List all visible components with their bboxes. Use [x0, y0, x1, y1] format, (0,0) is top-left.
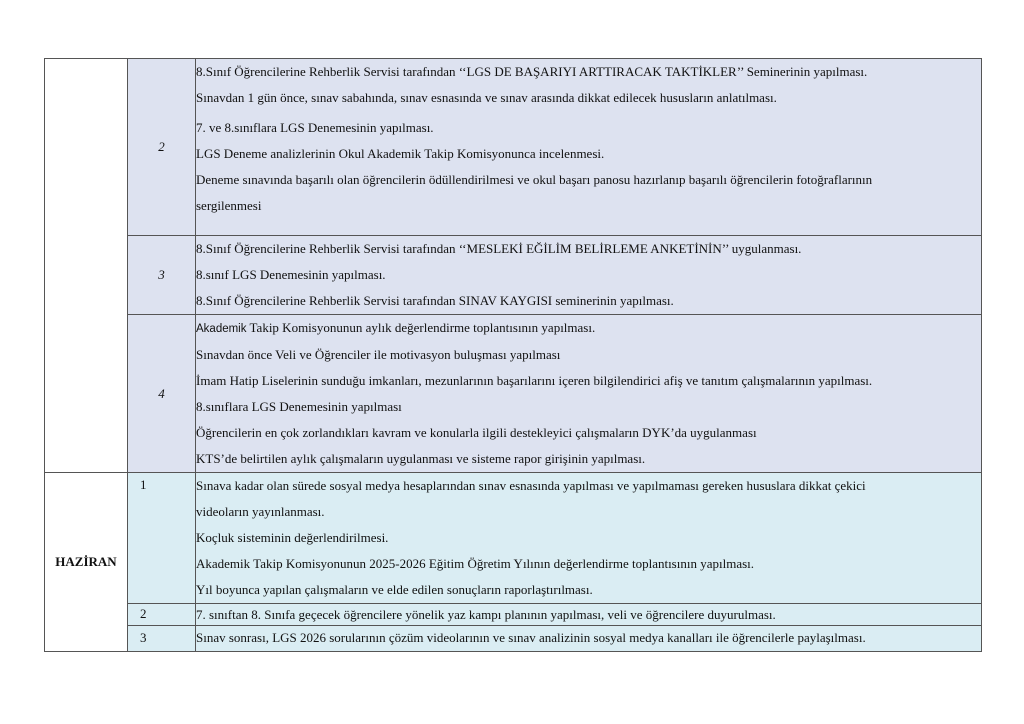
- activity-prefix: Akademik: [196, 323, 247, 335]
- activity-line: Sınavdan önce Veli ve Öğrenciler ile motivasyon buluşması yapılması: [196, 347, 561, 362]
- week-number: 2: [140, 606, 147, 621]
- activity-line: LGS Deneme analizlerinin Okul Akademik Takip Komisyonunca incelenmesi.: [196, 146, 605, 161]
- activity-line: 7. sınıftan 8. Sınıfa geçecek öğrencilere yönelik yaz kampı planının yapılması, veli ve öğrencilere duyurulması.: [196, 607, 776, 622]
- activity-line: Deneme sınavında başarılı olan öğrencilerin ödüllendirilmesi ve okul başarı panosu hazırlanıp başarılı öğrencilerin fotoğraflarının: [196, 172, 873, 187]
- activities-cell: [196, 236, 982, 315]
- week-number: 4: [158, 385, 165, 401]
- activity-line: Sınava kadar olan sürede sosyal medya hesaplarından sınav esnasında yapılması ve yapılmaması gereken hususlara dikkat çekici: [196, 478, 866, 493]
- month-label: HAZİRAN: [55, 554, 117, 569]
- activities-cell: [196, 604, 982, 626]
- week-number-cell: [128, 59, 196, 236]
- month-cell-empty: [45, 59, 128, 473]
- table-row: [45, 59, 982, 236]
- activity-text: Takip Komisyonunun aylık değerlendirme toplantısının yapılması.: [246, 320, 596, 335]
- activity-line: Öğrencilerin en çok zorlandıkları kavram ve konularla ilgili destekleyici çalışmaların DYK’da uygulanması: [196, 425, 757, 440]
- activity-line: videoların yayınlanması.: [196, 504, 325, 519]
- week-number-cell: [128, 236, 196, 315]
- activity-line: Akademik Takip Komisyonunun 2025-2026 Eğitim Öğretim Yılının değerlendirme toplantısının yapılması.: [196, 556, 755, 571]
- activity-line: 8.Sınıf Öğrencilerine Rehberlik Servisi tarafından ‘‘MESLEKİ EĞİLİM BELİRLEME ANKETİNİN’’ uygulanması.: [196, 241, 802, 256]
- week-number: 3: [158, 267, 165, 282]
- week-number: 1: [140, 477, 147, 492]
- activity-line: KTS’de belirtilen aylık çalışmaların uygulanması ve sisteme rapor girişinin yapılması.: [196, 451, 646, 466]
- table-row: [45, 604, 982, 626]
- activities-cell: [196, 626, 982, 652]
- activity-line: 7. ve 8.sınıflara LGS Denemesinin yapılması.: [196, 120, 434, 135]
- week-number-cell: [128, 315, 196, 473]
- week-number: 3: [140, 630, 147, 645]
- activity-line: sergilenmesi: [196, 198, 262, 213]
- table-row: [45, 315, 982, 473]
- activity-line: Yıl boyunca yapılan çalışmaların ve elde edilen sonuçların raporlaştırılması.: [196, 582, 593, 597]
- activity-line: Sınavdan 1 gün önce, sınav sabahında, sınav esnasında ve sınav arasında dikkat edilecek hususların anlatılması.: [196, 90, 777, 105]
- activity-line: Koçluk sisteminin değerlendirilmesi.: [196, 530, 389, 545]
- week-number-cell: [128, 473, 196, 604]
- activity-plan-table: [44, 58, 982, 652]
- activities-cell: [196, 59, 982, 236]
- table-row: [45, 473, 982, 604]
- table-row: [45, 236, 982, 315]
- activity-line: 8.sınıflara LGS Denemesinin yapılması: [196, 399, 402, 414]
- activity-line: 8.Sınıf Öğrencilerine Rehberlik Servisi tarafından ‘‘LGS DE BAŞARIYI ARTTIRACAK TAKTİKLER’’ Seminerinin yapılması.: [196, 64, 868, 79]
- week-number-cell: [128, 626, 196, 652]
- activity-line: İmam Hatip Liselerinin sunduğu imkanları, mezunlarının başarılarını içeren bilgilendirici afiş ve tanıtım çalışmalarının yapılması.: [196, 373, 873, 388]
- activities-cell: [196, 315, 982, 473]
- month-cell: [45, 473, 128, 652]
- activity-line: 8.Sınıf Öğrencilerine Rehberlik Servisi tarafından SINAV KAYGISI seminerinin yapılması.: [196, 293, 674, 308]
- activity-line: [196, 315, 981, 342]
- activity-line: Sınav sonrası, LGS 2026 sorularının çözüm videolarının ve sınav analizinin sosyal medya kanalları ile öğrencilerle paylaşılması.: [196, 630, 866, 645]
- week-number: 2: [158, 139, 165, 154]
- activity-line: 8.sınıf LGS Denemesinin yapılması.: [196, 267, 386, 282]
- week-number-cell: [128, 604, 196, 626]
- table-row: [45, 626, 982, 652]
- activities-cell: [196, 473, 982, 604]
